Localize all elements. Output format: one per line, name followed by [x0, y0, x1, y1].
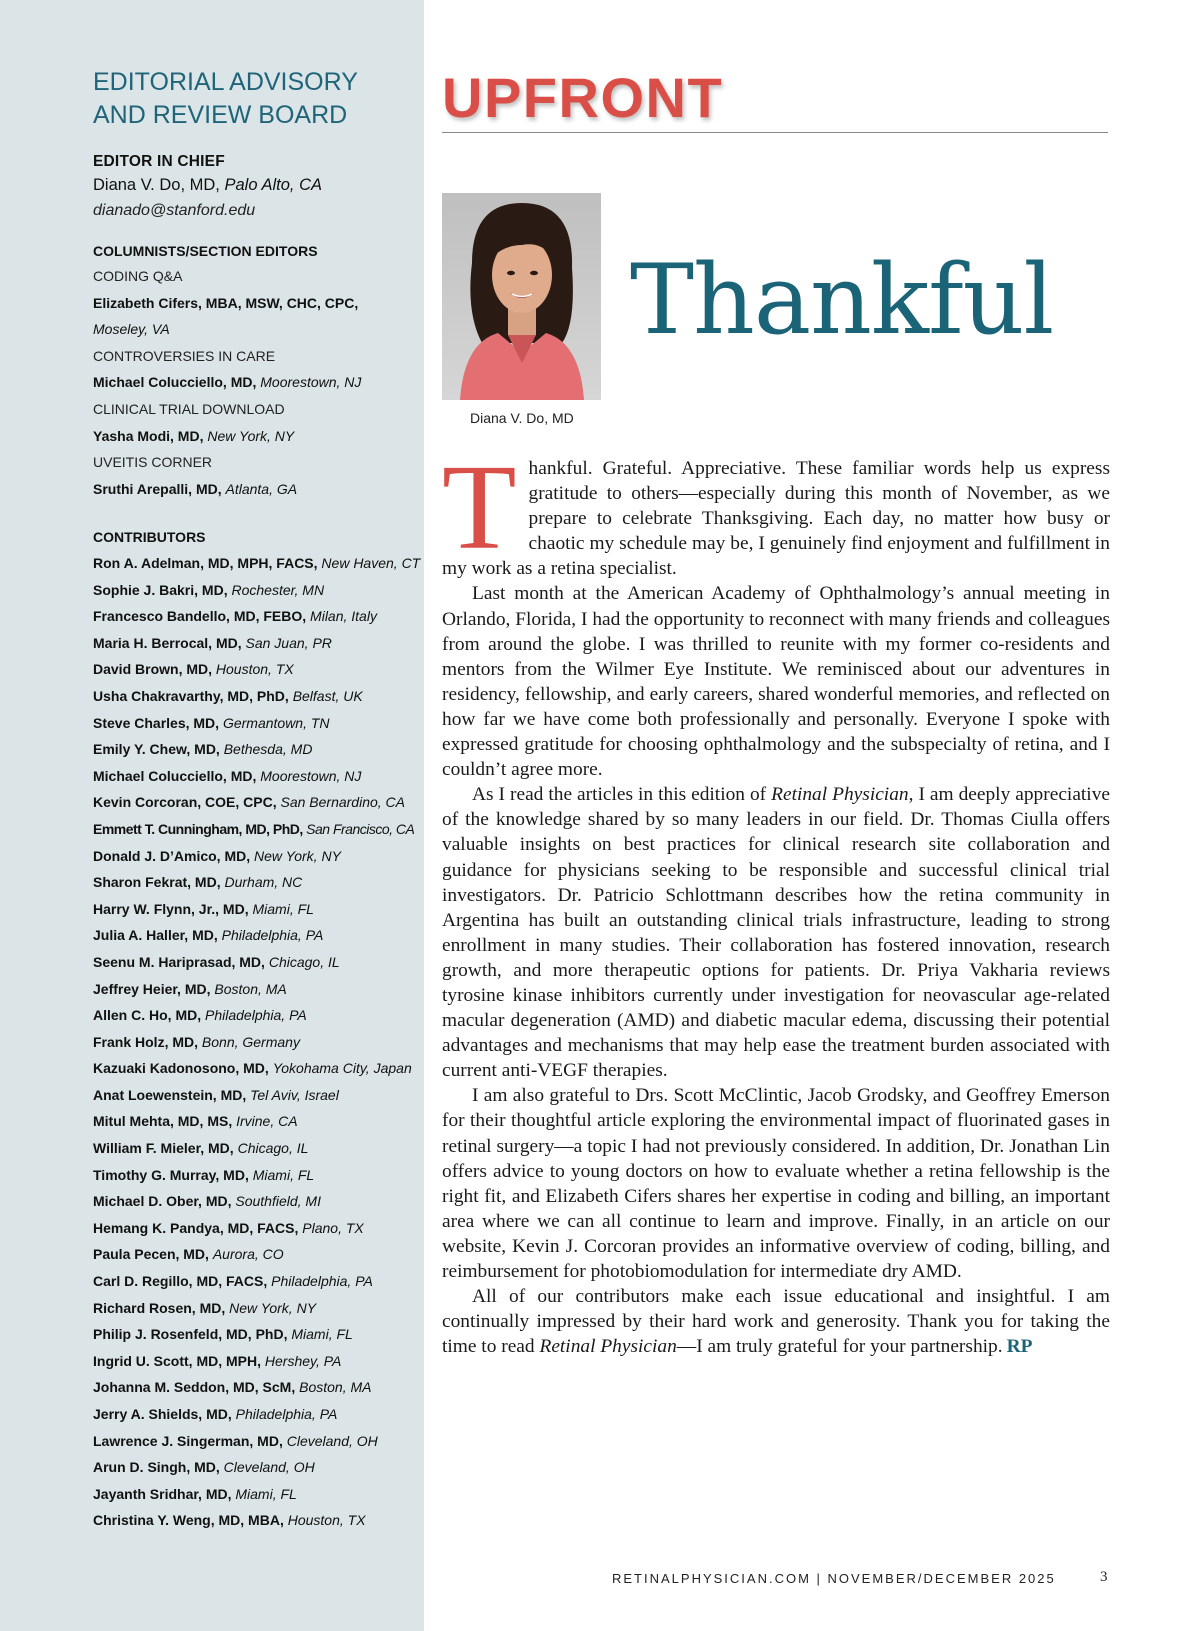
contributor-location: Boston, MA [299, 1379, 372, 1396]
contributor-location: Philadelphia, PA [235, 1406, 338, 1422]
photo-caption: Diana V. Do, MD [470, 410, 574, 426]
contributor-entry [93, 1374, 423, 1401]
article-text: As I read the articles in this edition of [472, 784, 772, 806]
article-paragraph [442, 1284, 1110, 1359]
contributor-location: Miami, FL [252, 1166, 315, 1183]
contributor-location: Durham, NC [224, 874, 303, 891]
contributor-entry [93, 1029, 423, 1056]
contributor-entry [93, 1162, 423, 1189]
editor-in-chief-block [93, 152, 423, 224]
contributor-name: Sharon Fekrat, MD, [93, 874, 221, 891]
contributor-name: Francesco Bandello, MD, FEBO, [93, 608, 307, 625]
contributor-name: Richard Rosen, MD, [93, 1299, 226, 1316]
columnist-name: Michael Colucciello, MD, [93, 374, 257, 391]
contributor-entry [93, 1108, 423, 1135]
contributor-name: Usha Chakravarthy, MD, PhD, [93, 687, 289, 704]
column-category: CODING Q&A [93, 268, 183, 284]
contributor-location: Tel Aviv, Israel [250, 1086, 339, 1103]
contributor-name: Kevin Corcoran, COE, CPC, [93, 794, 277, 811]
contributor-name: Jerry A. Shields, MD, [93, 1406, 232, 1422]
article-text: —I am truly grateful for your partnership. [676, 1336, 1003, 1358]
header-rule [442, 132, 1108, 133]
contributor-entry [93, 816, 423, 843]
article-text: , I am deeply appreciative of the knowledge shared by so many leaders in our field. Dr. Thomas Ciulla offers valuable insights on best practices for clinical research site collaboration and guidance for physicians seeking to be responsible and successful clinical trial investigators. Dr. Patricio Schlottmann describes how the retina community in Argentina has built an outstanding clinical trials infrastructure, leading to strong enrollment in many studies. Their collaboration has fostered innovation, research growth, and more therapeutic options for patients. Dr. Priya Vakharia reviews tyrosine kinase inhibitors currently under investigation for neovascular age-related macular degeneration (AMD) and diabetic macular edema, discussing their potential advantages and mechanisms that may help ease the treatment burden associated with current anti-VEGF therapies. [442, 784, 1110, 1082]
contributor-location: San Francisco, CA [306, 820, 415, 837]
contributor-entry [93, 896, 423, 923]
contributor-name: Mitul Mehta, MD, MS, [93, 1113, 233, 1130]
contributor-name: Paula Pecen, MD, [93, 1246, 209, 1263]
contributors-heading: CONTRIBUTORS [93, 529, 206, 545]
contributor-name: Sophie J. Bakri, MD, [93, 581, 228, 598]
article-body [442, 440, 1110, 1359]
contributor-entry [93, 736, 423, 763]
editor-in-chief-heading: EDITOR IN CHIEF [93, 153, 225, 170]
contributor-name: Emmett T. Cunningham, MD, PhD, [93, 820, 303, 837]
editor-in-chief-name-line [93, 172, 423, 198]
contributor-location: San Juan, PR [245, 634, 332, 651]
article-paragraph [442, 782, 1110, 1083]
contributor-entry [93, 710, 423, 737]
section-label: UPFRONT [442, 66, 724, 129]
contributor-entry [93, 1295, 423, 1322]
columnist-name: Sruthi Arepalli, MD, [93, 480, 222, 497]
contributors-block [93, 527, 423, 1534]
contributor-name: Emily Y. Chew, MD, [93, 741, 220, 758]
contributor-name: Kazuaki Kadonosono, MD, [93, 1060, 269, 1077]
columnist-entry [93, 369, 423, 396]
contributor-name: David Brown, MD, [93, 661, 213, 678]
contributor-name: William F. Mieler, MD, [93, 1140, 234, 1157]
columnist-name: Yasha Modi, MD, [93, 427, 204, 444]
contributor-name: Steve Charles, MD, [93, 714, 220, 731]
contributor-name: Jeffrey Heier, MD, [93, 980, 211, 997]
contributor-name: Christina Y. Weng, MD, MBA, [93, 1512, 284, 1529]
article-text: All of our contributors make each issue educational and insightful. I am continually impressed by their hard work and generosity. Thank you for taking the time to read [442, 1286, 1110, 1358]
contributor-location: Miami, FL [252, 900, 314, 917]
contributor-entry [93, 1135, 423, 1162]
contributor-location: Cleveland, OH [223, 1459, 315, 1476]
board-title-line1: EDITORIAL ADVISORY [93, 68, 358, 96]
contributor-entry [93, 1055, 423, 1082]
contributor-location: Belfast, UK [292, 687, 363, 704]
page-number: 3 [1100, 1569, 1108, 1585]
contributor-location: Houston, TX [287, 1512, 366, 1529]
publication-name: Retinal Physician [539, 1336, 677, 1358]
article-paragraph [442, 440, 1110, 581]
article-paragraph-text: hankful. Grateful. Appreciative. These familiar words help us express gratitude to others—especially during this month of November, as we prepare to celebrate Thanksgiving. Each day, no matter how busy or chaotic my schedule may be, I genuinely find enjoyment and fulfillment in my work as a retina specialist. [442, 458, 1110, 580]
contributor-location: Philadelphia, PA [271, 1273, 373, 1290]
contributor-entry [93, 1241, 423, 1268]
publication-name: Retinal Physician [771, 784, 909, 806]
contributor-location: New York, NY [229, 1299, 317, 1316]
contributor-location: New York, NY [254, 847, 341, 864]
contributor-name: Johanna M. Seddon, MD, ScM, [93, 1379, 296, 1396]
contributor-entry [93, 1507, 423, 1534]
columnists-heading: COLUMNISTS/SECTION EDITORS [93, 243, 318, 259]
columnist-entry [93, 290, 423, 317]
contributor-entry [93, 603, 423, 630]
contributor-name: Hemang K. Pandya, MD, FACS, [93, 1219, 299, 1236]
contributor-location: New Haven, CT [321, 555, 421, 571]
contributor-location: Miami, FL [291, 1326, 353, 1343]
contributor-name: Ron A. Adelman, MD, MPH, FACS, [93, 555, 318, 571]
page-footer: RETINALPHYSICIAN.COM | NOVEMBER/DECEMBER 2025 [612, 1571, 1056, 1586]
end-mark: RP [1006, 1336, 1033, 1358]
contributor-name: Maria H. Berrocal, MD, [93, 634, 242, 651]
contributor-entry [93, 1082, 423, 1109]
editor-in-chief-location: Palo Alto, CA [224, 176, 322, 194]
author-photo [442, 193, 601, 400]
contributor-entry [93, 869, 423, 896]
contributor-location: Philadelphia, PA [221, 927, 324, 944]
contributor-entry [93, 1215, 423, 1242]
contributor-location: Moorestown, NJ [260, 767, 362, 784]
contributor-name: Lawrence J. Singerman, MD, [93, 1432, 283, 1449]
contributor-name: Anat Loewenstein, MD, [93, 1086, 247, 1103]
author-portrait-illustration [442, 193, 601, 400]
editorial-board-sidebar [0, 0, 424, 1631]
contributor-entry [93, 630, 423, 657]
contributors-list [93, 550, 423, 1534]
contributor-location: Boston, MA [214, 980, 287, 997]
contributor-entry [93, 577, 423, 604]
contributor-entry [93, 843, 423, 870]
contributor-entry [93, 976, 423, 1003]
contributor-entry [93, 789, 423, 816]
article-title: Thankful [630, 244, 1054, 356]
contributor-location: Bethesda, MD [223, 741, 313, 758]
contributor-location: Philadelphia, PA [205, 1007, 307, 1024]
contributor-name: Philip J. Rosenfeld, MD, PhD, [93, 1326, 288, 1343]
contributor-name: Michael Colucciello, MD, [93, 767, 257, 784]
board-title [93, 66, 413, 132]
columnist-location: Moseley, VA [93, 321, 170, 338]
column-category: CLINICAL TRIAL DOWNLOAD [93, 400, 285, 417]
contributor-location: Southfield, MI [235, 1193, 321, 1210]
contributor-location: Houston, TX [215, 661, 294, 678]
article-paragraph: I am also grateful to Drs. Scott McClintic, Jacob Grodsky, and Geoffrey Emerson for their thoughtful article exploring the environmental impact of fluorinated gases in retinal surgery—a topic I had not previously considered. In addition, Dr. Jonathan Lin offers advice to young doctors on how to evaluate whether a retina fellowship is the right fit, and Elizabeth Cifers shares her expertise in coding and billing, an important area where we can all continue to learn and improve. Finally, in an article on our website, Kevin J. Corcoran provides an informative overview of coding, billing, and reimbursement for photobiomodulation for intermediate dry AMD. [442, 1085, 1110, 1282]
contributor-entry [93, 1268, 423, 1295]
contributor-location: Bonn, Germany [201, 1033, 300, 1050]
contributor-location: Plano, TX [302, 1219, 364, 1236]
contributor-name: Ingrid U. Scott, MD, MPH, [93, 1352, 261, 1369]
columnists-list [93, 263, 423, 502]
contributor-location: Hershey, PA [264, 1352, 342, 1369]
columnist-location: New York, NY [207, 427, 295, 444]
contributor-location: Chicago, IL [268, 953, 340, 970]
contributor-entry [93, 1428, 423, 1455]
article-paragraph: Last month at the American Academy of Ophthalmology’s annual meeting in Orlando, Florida, I had the opportunity to reconnect with many friends and colleagues from around the globe. I was thrilled to reunite with my former co-residents and mentors from the Wilmer Eye Institute. We reminisced about our adventures in residency, fellowship, and early careers, shared wonderful memories, and reflected on how far we have come both professionally and personally. Everyone I spoke with expressed gratitude for choosing ophthalmology and the subspecialty of retina, and I couldn’t agree more. [442, 583, 1110, 781]
contributor-entry [93, 550, 423, 577]
column-category: CONTROVERSIES IN CARE [93, 347, 276, 364]
contributor-name: Carl D. Regillo, MD, FACS, [93, 1273, 268, 1290]
columnist-entry [93, 476, 423, 503]
contributor-location: Yokohama City, Japan [272, 1060, 412, 1077]
contributor-location: Rochester, MN [231, 581, 325, 598]
contributor-entry [93, 1481, 423, 1508]
contributor-entry [93, 1348, 423, 1375]
drop-cap: T [442, 440, 517, 575]
contributor-location: Milan, Italy [310, 608, 377, 625]
contributor-location: Cleveland, OH [286, 1432, 378, 1449]
contributor-entry [93, 949, 423, 976]
columnist-name: Elizabeth Cifers, MBA, MSW, CHC, CPC, [93, 294, 359, 311]
contributor-location: San Bernardino, CA [280, 794, 406, 811]
contributor-name: Harry W. Flynn, Jr., MD, [93, 900, 249, 917]
columnists-block [93, 241, 423, 502]
columnist-location-line [93, 316, 423, 343]
contributor-entry [93, 683, 423, 710]
contributor-entry [93, 922, 423, 949]
contributor-entry [93, 763, 423, 790]
editor-in-chief-email[interactable]: dianado@stanford.edu [93, 202, 256, 219]
contributor-entry [93, 1454, 423, 1481]
contributor-name: Michael D. Ober, MD, [93, 1193, 232, 1210]
contributor-name: Seenu M. Hariprasad, MD, [93, 953, 265, 970]
contributor-entry [93, 1321, 423, 1348]
columnist-location: Atlanta, GA [225, 480, 298, 497]
contributor-entry [93, 1401, 423, 1428]
contributor-location: Germantown, TN [222, 714, 330, 731]
contributor-name: Jayanth Sridhar, MD, [93, 1485, 232, 1502]
editor-in-chief-name: Diana V. Do, MD, [93, 176, 220, 194]
contributor-name: Frank Holz, MD, [93, 1033, 199, 1050]
contributor-name: Donald J. D’Amico, MD, [93, 847, 251, 864]
contributor-entry [93, 1188, 423, 1215]
board-title-line2: AND REVIEW BOARD [93, 101, 348, 129]
contributor-entry [93, 656, 423, 683]
contributor-name: Arun D. Singh, MD, [93, 1459, 220, 1476]
columnist-entry [93, 423, 423, 450]
contributor-location: Aurora, CO [212, 1246, 284, 1263]
contributor-name: Timothy G. Murray, MD, [93, 1166, 249, 1183]
contributor-location: Miami, FL [235, 1485, 297, 1502]
contributor-name: Allen C. Ho, MD, [93, 1007, 202, 1024]
column-category: UVEITIS CORNER [93, 454, 213, 471]
contributor-location: Chicago, IL [237, 1140, 309, 1157]
contributor-location: Irvine, CA [236, 1113, 298, 1130]
columnist-location: Moorestown, NJ [260, 374, 362, 391]
contributor-name: Julia A. Haller, MD, [93, 927, 218, 944]
contributor-entry [93, 1002, 423, 1029]
